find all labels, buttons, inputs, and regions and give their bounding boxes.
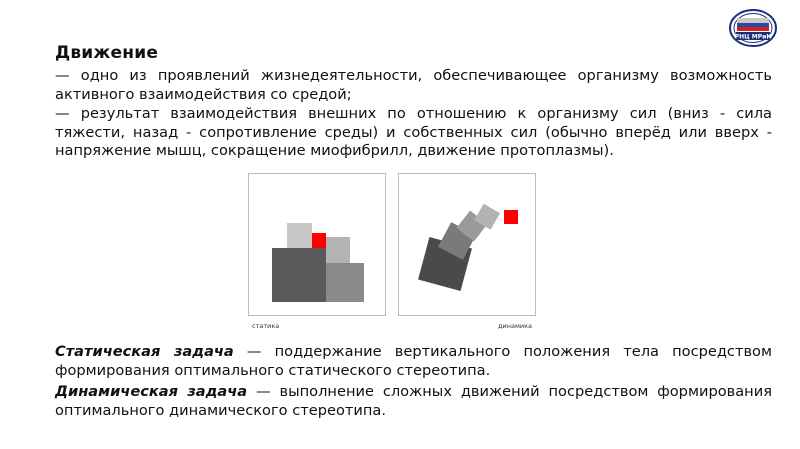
static-mid-block (326, 263, 364, 302)
rnc-logo (728, 8, 778, 48)
static-red-square (312, 233, 326, 248)
static-task-text: — поддержание вертикального положения тела посредством формирования оптимального статического стереотипа. (55, 343, 772, 379)
dynamic-red-square (504, 210, 518, 224)
static-right-light-square (326, 237, 350, 263)
dynamic-caption: динамика (498, 322, 532, 330)
definition-2: — результат взаимодействия внешних по отношению к организму сил (вниз - сила тяжести, назад - сопротивление среды) и собственных сил (обычно вперёд или вверх - напряжение мышц, сокращение миофибрилл, движение протоплазмы). (55, 105, 772, 159)
static-figure (248, 173, 386, 316)
dynamic-task-term: Динамическая задача (55, 383, 248, 400)
logo-text: РНЦ МРиК (734, 33, 772, 41)
dynamic-figure (398, 173, 536, 316)
slide-title: Движение (55, 43, 159, 63)
dynamic-task (55, 383, 772, 420)
static-task (55, 343, 772, 380)
definition-1: — одно из проявлений жизнедеятельности, обеспечивающее организму возможность активного взаимодействия со средой; (55, 67, 772, 103)
static-top-light-square (287, 223, 312, 248)
dynamic-task-text: — выполнение сложных движений посредством формирования оптимального динамического стереотипа. (55, 383, 772, 419)
static-task-term: Статическая задача (55, 343, 234, 360)
static-dark-block (272, 248, 326, 302)
static-caption: статика (252, 322, 280, 330)
